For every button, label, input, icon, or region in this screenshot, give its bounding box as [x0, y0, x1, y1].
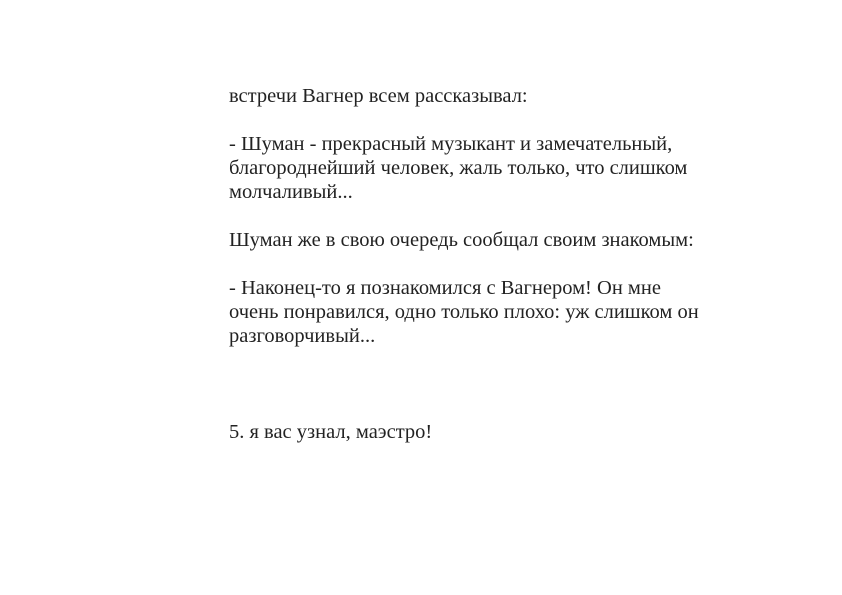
text-line: - Шуман - прекрасный музыкант и замечательный,	[229, 133, 673, 155]
paragraph-wagner-quote	[229, 132, 789, 204]
paragraph-spacer	[229, 252, 789, 276]
text-line: очень понравился, одно только плохо: уж слишком он	[229, 301, 699, 323]
paragraph-schumann-quote	[229, 276, 789, 348]
text-line: молчаливый...	[229, 181, 353, 203]
paragraph-intro	[229, 84, 789, 108]
text-line: - Наконец-то я познакомился с Вагнером! Он мне	[229, 277, 661, 299]
text-line: встречи Вагнер всем рассказывал:	[229, 85, 528, 107]
paragraph-spacer	[229, 108, 789, 132]
heading-text: 5. я вас узнал, маэстро!	[229, 421, 433, 443]
section-heading	[229, 420, 789, 444]
text-line: благороднейший человек, жаль только, что слишком	[229, 157, 688, 179]
text-line: разговорчивый...	[229, 325, 376, 347]
document-text	[229, 84, 789, 444]
section-spacer	[229, 348, 789, 420]
text-line: Шуман же в свою очередь сообщал своим знакомым:	[229, 229, 694, 251]
paragraph-spacer	[229, 204, 789, 228]
paragraph-schumann-intro	[229, 228, 789, 252]
